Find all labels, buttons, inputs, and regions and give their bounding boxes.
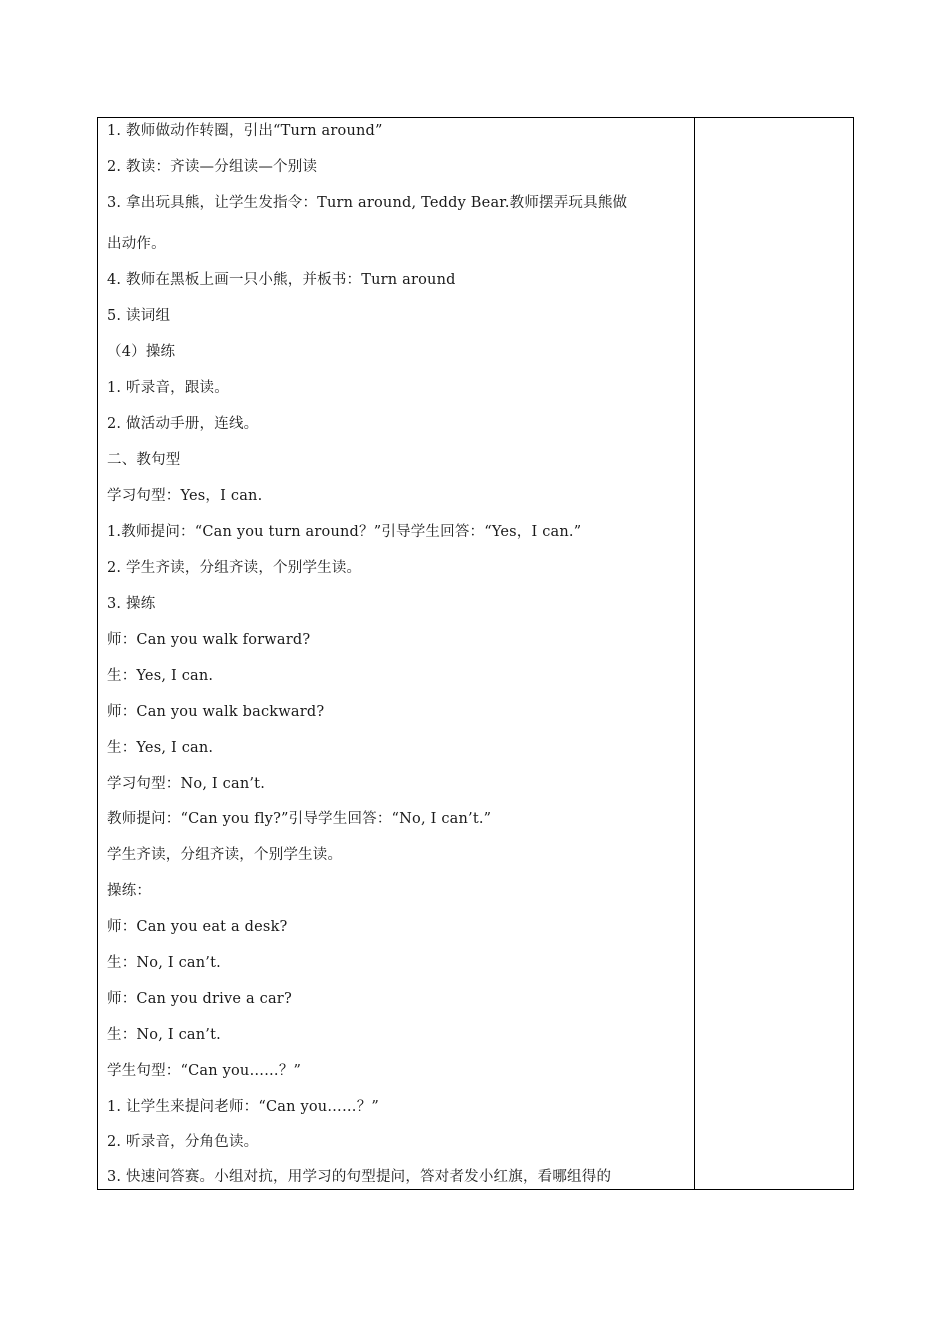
text-line: 生：No, I can’t.	[107, 1027, 221, 1043]
text-line: 3. 快速问答赛。小组对抗，用学习的句型提问，答对者发小红旗，看哪组得的	[107, 1169, 612, 1185]
text-line: 3. 操练	[107, 596, 156, 612]
text-line: 1. 听录音，跟读。	[107, 380, 229, 396]
text-line: 教师提问：“Can you fly?”引导学生回答：“No, I can’t.”	[107, 811, 492, 827]
text-line: 生：Yes, I can.	[107, 740, 214, 756]
lesson-content-cell	[98, 118, 695, 1189]
text-line: 出动作。	[107, 236, 166, 252]
text-line: 4. 教师在黑板上画一只小熊，并板书：Turn around	[107, 272, 456, 288]
text-line: 1.教师提问：“Can you turn around？”引导学生回答：“Yes，I can.”	[107, 524, 582, 540]
text-line: 3. 拿出玩具熊，让学生发指令：Turn around, Teddy Bear.教师摆弄玩具熊做	[107, 195, 628, 211]
lesson-table	[97, 117, 854, 1190]
text-line: 5. 读词组	[107, 308, 171, 324]
text-line: （4）操练	[107, 344, 176, 360]
text-line: 师：Can you walk backward?	[107, 704, 325, 720]
text-line: 1. 教师做动作转圈，引出“Turn around”	[107, 123, 383, 139]
text-line: 学习句型：Yes，I can.	[107, 488, 263, 504]
text-line: 学习句型：No, I can’t.	[107, 776, 266, 792]
text-line: 师：Can you walk forward?	[107, 632, 311, 648]
text-line: 学生齐读，分组齐读，个别学生读。	[107, 847, 343, 863]
text-line: 生：No, I can’t.	[107, 955, 221, 971]
text-line: 2. 学生齐读，分组齐读，个别学生读。	[107, 560, 362, 576]
text-line: 学生句型：“Can you……？”	[107, 1063, 302, 1079]
text-line: 2. 做活动手册，连线。	[107, 416, 259, 432]
text-line: 师：Can you drive a car?	[107, 991, 292, 1007]
text-line: 2. 教读：齐读—分组读—个别读	[107, 159, 318, 175]
text-line: 生：Yes, I can.	[107, 668, 214, 684]
text-line: 二、教句型	[107, 452, 181, 468]
notes-cell	[695, 118, 853, 1189]
text-line: 师：Can you eat a desk?	[107, 919, 288, 935]
text-line: 2. 听录音，分角色读。	[107, 1134, 259, 1150]
text-line: 操练：	[107, 883, 152, 899]
text-line: 1. 让学生来提问老师：“Can you……？”	[107, 1099, 380, 1115]
